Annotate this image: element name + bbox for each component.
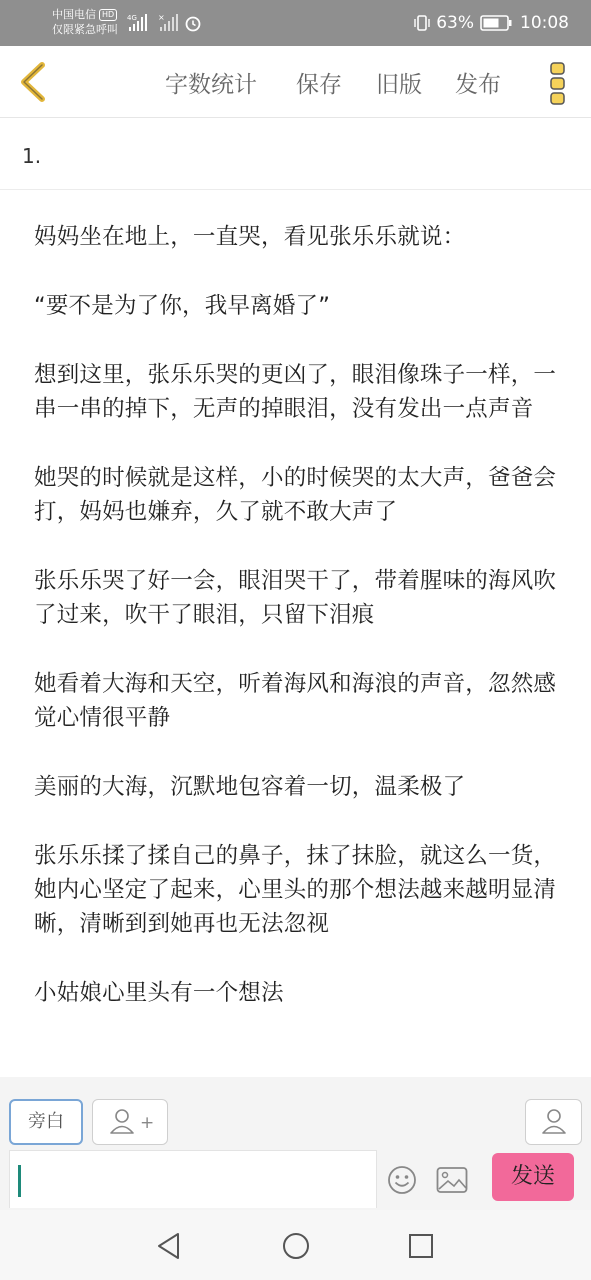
network-type: 4G — [127, 14, 137, 22]
nav-back-icon[interactable] — [155, 1231, 183, 1261]
text-caret — [18, 1165, 21, 1197]
role-select-button[interactable] — [525, 1099, 582, 1145]
status-right — [414, 12, 569, 34]
paragraph: 妈妈坐在地上，一直哭，看见张乐乐就说： — [34, 224, 466, 250]
paragraph: 张乐乐揉了揉自己的鼻子，抹了抹脸，就这么一货，她内心坚定了起来，心里头的那个想法越来越明显清晰，清晰到到她再也无法忽视 — [34, 843, 557, 937]
status-bar — [0, 0, 591, 46]
paragraph: 想到这里，张乐乐哭的更凶了，眼泪像珠子一样，一串一串的掉下，无声的掉眼泪，没有发出一点声音 — [34, 362, 557, 422]
paragraph: 她看着大海和天空，听着海风和海浪的声音，忽然感觉心情很平静 — [34, 671, 557, 731]
emergency-text: 仅限紧急呼叫 — [52, 23, 118, 36]
system-nav-bar — [0, 1210, 591, 1280]
svg-text:×: × — [158, 13, 165, 22]
paragraph: 她哭的时候就是这样，小的时候哭的太大声，爸爸会打，妈妈也嫌弃，久了就不敢大声了 — [34, 465, 557, 525]
vibrate-icon — [414, 14, 430, 32]
battery-percent: 63% — [436, 13, 474, 33]
image-icon[interactable] — [436, 1166, 468, 1194]
clock: 10:08 — [520, 13, 569, 33]
alarm-icon — [184, 14, 202, 32]
nav-home-icon[interactable] — [281, 1231, 311, 1261]
emoji-icon[interactable] — [386, 1164, 418, 1196]
send-button[interactable]: 发送 — [492, 1153, 574, 1201]
signal-icon — [127, 12, 181, 32]
story-content[interactable] — [34, 220, 564, 1045]
narration-button[interactable]: 旁白 — [9, 1099, 83, 1145]
person-icon — [526, 1100, 583, 1144]
message-input[interactable] — [9, 1150, 377, 1208]
paragraph: “要不是为了你，我早离婚了” — [34, 293, 331, 319]
carrier-name: 中国电信 — [52, 8, 96, 21]
battery-icon — [480, 15, 512, 31]
paragraph: 小姑娘心里头有一个想法 — [34, 980, 284, 1006]
save-button[interactable]: 保存 — [296, 72, 342, 98]
back-chevron-icon[interactable] — [14, 60, 54, 104]
publish-button[interactable]: 发布 — [455, 72, 501, 98]
more-dots-icon[interactable] — [548, 60, 568, 106]
chapter-number: 1. — [22, 144, 42, 168]
paragraph: 美丽的大海，沉默地包容着一切，温柔极了 — [34, 774, 466, 800]
add-person-icon — [93, 1100, 169, 1144]
editor-toolbar — [0, 46, 591, 118]
hd-badge: HD — [99, 9, 117, 21]
carrier-info — [52, 7, 118, 37]
add-role-button[interactable] — [92, 1099, 168, 1145]
nav-recent-icon[interactable] — [407, 1231, 435, 1261]
old-version-button[interactable]: 旧版 — [376, 72, 422, 98]
paragraph: 张乐乐哭了好一会，眼泪哭干了，带着腥味的海风吹了过来，吹干了眼泪，只留下泪痕 — [34, 568, 557, 628]
add-role-plus: + — [140, 1113, 155, 1133]
chapter-header[interactable] — [0, 118, 591, 190]
word-count-button[interactable]: 字数统计 — [165, 72, 257, 98]
composer-panel — [0, 1077, 591, 1210]
